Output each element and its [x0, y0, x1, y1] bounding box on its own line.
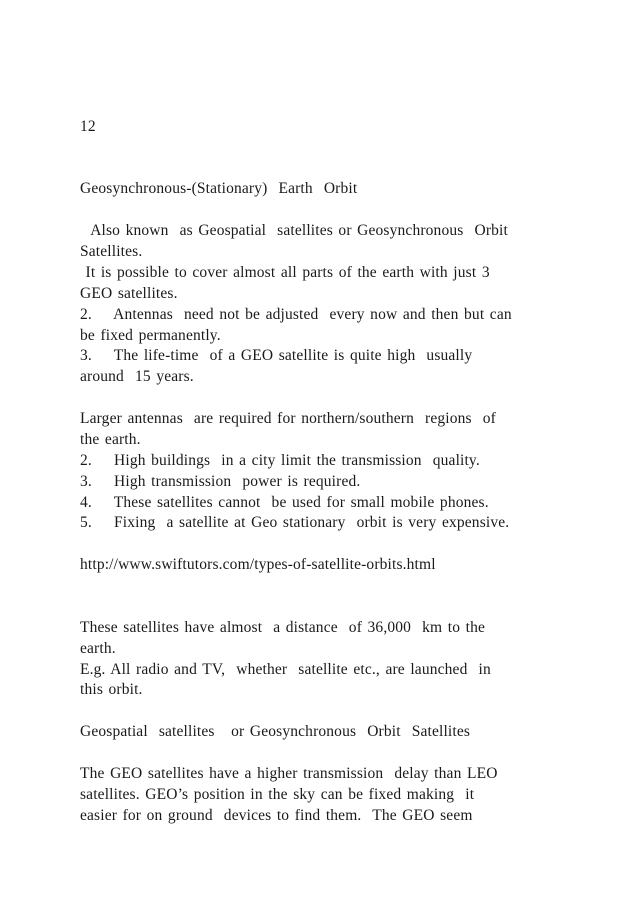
section-heading: Geosynchronous-(Stationary) Earth Orbit — [80, 180, 358, 197]
distance-line-2: earth. — [80, 640, 116, 657]
disadvantage-line-4: 3. High transmission power is required. — [80, 473, 361, 490]
page-number: 12 — [80, 118, 96, 135]
advantage-line-1: It is possible to cover almost all parts of the earth with just 3 — [80, 264, 490, 281]
advantage-line-3: 2. Antennas need not be adjusted every now and then but can — [80, 306, 512, 323]
distance-line-1: These satellites have almost a distance of 36,000 km to the — [80, 619, 486, 636]
disadvantage-line-2: the earth. — [80, 431, 141, 448]
closing-line-2: satellites. GEO’s position in the sky can be fixed making it — [80, 786, 475, 803]
disadvantage-line-5: 4. These satellites cannot be used for small mobile phones. — [80, 494, 489, 511]
advantage-line-2: GEO satellites. — [80, 285, 178, 302]
distance-line-4: this orbit. — [80, 681, 143, 698]
distance-line-3: E.g. All radio and TV, whether satellite etc., are launched in — [80, 661, 491, 678]
advantage-line-4: be fixed permanently. — [80, 327, 221, 344]
intro-line-2: Satellites. — [80, 243, 143, 260]
advantage-line-6: around 15 years. — [80, 368, 194, 385]
intro-line-1: Also known as Geospatial satellites or Geosynchronous Orbit — [80, 222, 508, 239]
disadvantage-line-6: 5. Fixing a satellite at Geo stationary orbit is very expensive. — [80, 514, 510, 531]
advantage-line-5: 3. The life-time of a GEO satellite is quite high usually — [80, 347, 473, 364]
subheading: Geospatial satellites or Geosynchronous Orbit Satellites — [80, 723, 471, 740]
disadvantage-line-1: Larger antennas are required for northern/southern regions of — [80, 410, 496, 427]
closing-line-1: The GEO satellites have a higher transmission delay than LEO — [80, 765, 498, 782]
closing-line-3: easier for on ground devices to find them. The GEO seem — [80, 807, 473, 824]
disadvantage-line-3: 2. High buildings in a city limit the transmission quality. — [80, 452, 480, 469]
source-url: http://www.swiftutors.com/types-of-satellite-orbits.html — [80, 556, 436, 573]
